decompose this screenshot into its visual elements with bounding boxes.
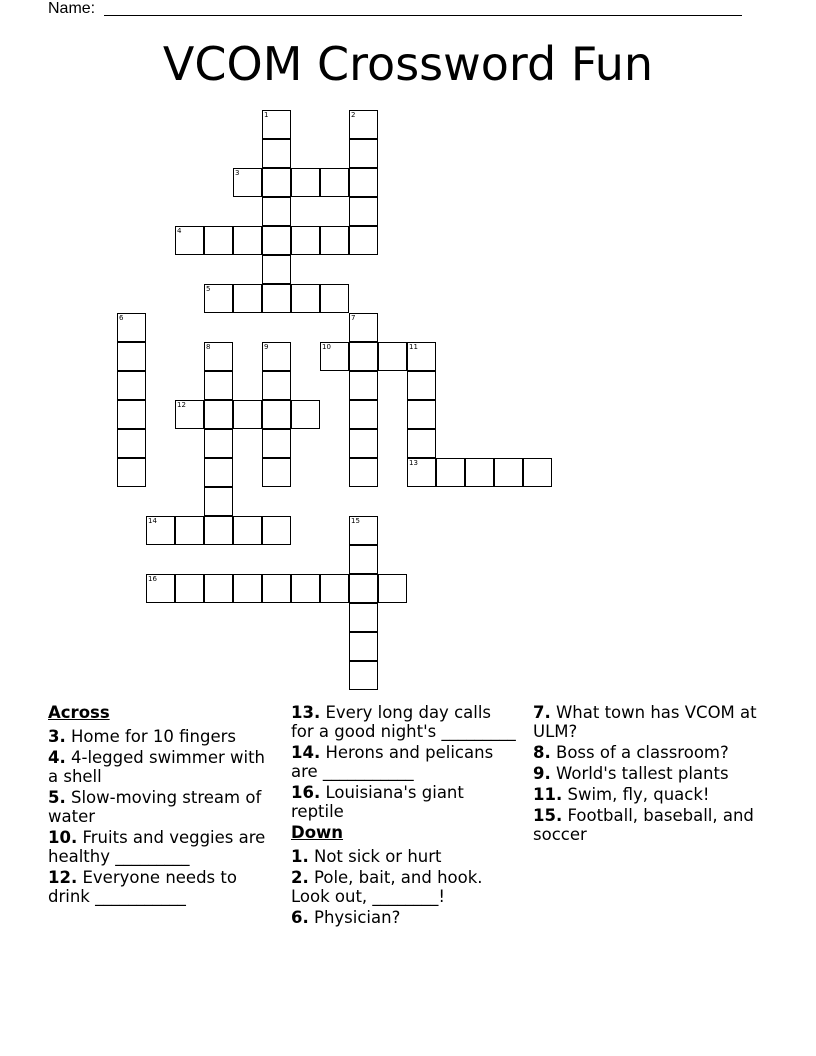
grid-cell[interactable] [233, 284, 262, 313]
clue-number: 12. [48, 868, 78, 887]
grid-cell[interactable] [175, 574, 204, 603]
grid-cell[interactable] [204, 342, 233, 371]
clues-column-3 [533, 703, 758, 846]
grid-cell[interactable] [349, 661, 378, 690]
clue [533, 743, 758, 762]
cell-number: 9 [264, 343, 269, 351]
grid-cell[interactable] [407, 400, 436, 429]
grid-cell[interactable] [349, 139, 378, 168]
grid-cell[interactable] [320, 226, 349, 255]
clue [533, 785, 758, 804]
clue-text: What town has VCOM at ULM? [533, 703, 757, 741]
grid-cell[interactable] [262, 458, 291, 487]
grid-cell[interactable] [349, 603, 378, 632]
clue-number: 14. [291, 743, 321, 762]
grid-cell[interactable] [262, 371, 291, 400]
grid-cell[interactable] [320, 284, 349, 313]
grid-cell[interactable] [146, 516, 175, 545]
clue-text: Slow-moving stream of water [48, 788, 262, 826]
grid-cell[interactable] [349, 545, 378, 574]
clue-text: Herons and pelicans are ___________ [291, 743, 494, 781]
clue [291, 847, 516, 866]
grid-cell[interactable] [262, 342, 291, 371]
grid-cell[interactable] [407, 371, 436, 400]
grid-cell[interactable] [204, 516, 233, 545]
grid-cell[interactable] [291, 168, 320, 197]
clue-number: 15. [533, 806, 563, 825]
clue-text: Pole, bait, and hook. Look out, ________! [291, 868, 483, 906]
clue-text: Not sick or hurt [308, 847, 442, 866]
clue-number: 11. [533, 785, 563, 804]
grid-cell[interactable] [262, 197, 291, 226]
grid-cell[interactable] [436, 458, 465, 487]
clue-text: Physician? [308, 908, 401, 927]
grid-cell[interactable] [494, 458, 523, 487]
grid-cell[interactable] [204, 574, 233, 603]
grid-cell[interactable] [320, 168, 349, 197]
clue-number: 8. [533, 743, 551, 762]
clue-number: 10. [48, 828, 78, 847]
clue [533, 764, 758, 783]
grid-cell[interactable] [291, 400, 320, 429]
grid-cell[interactable] [349, 458, 378, 487]
grid-cell[interactable] [233, 516, 262, 545]
grid-cell[interactable] [349, 226, 378, 255]
grid-cell[interactable] [349, 371, 378, 400]
clue-text: 4-legged swimmer with a shell [48, 748, 266, 786]
cell-number: 4 [177, 227, 182, 235]
grid-cell[interactable] [349, 400, 378, 429]
clue [48, 828, 273, 866]
grid-cell[interactable] [117, 429, 146, 458]
cell-number: 3 [235, 169, 240, 177]
grid-cell[interactable] [117, 371, 146, 400]
clue-text: Home for 10 fingers [65, 727, 236, 746]
grid-cell[interactable] [523, 458, 552, 487]
clue-text: Swim, fly, quack! [562, 785, 710, 804]
clue-text: Boss of a classroom? [550, 743, 729, 762]
grid-cell[interactable] [233, 574, 262, 603]
clues-column-2 [291, 703, 516, 929]
grid-cell[interactable] [407, 458, 436, 487]
grid-cell[interactable] [291, 284, 320, 313]
clue-number: 16. [291, 783, 321, 802]
clue-number: 6. [291, 908, 309, 927]
clue-number: 5. [48, 788, 66, 807]
clue-number: 1. [291, 847, 309, 866]
clue-number: 9. [533, 764, 551, 783]
grid-cell[interactable] [320, 574, 349, 603]
clue [291, 868, 516, 906]
grid-cell[interactable] [291, 574, 320, 603]
clue-text: Fruits and veggies are healthy _________ [48, 828, 266, 866]
grid-cell[interactable] [407, 342, 436, 371]
clue [48, 727, 273, 746]
grid-cell[interactable] [262, 429, 291, 458]
cell-number: 8 [206, 343, 211, 351]
clue-number: 7. [533, 703, 551, 722]
grid-cell[interactable] [204, 429, 233, 458]
grid-cell[interactable] [407, 429, 436, 458]
cell-number: 15 [351, 517, 360, 525]
clues-column-1 [48, 703, 273, 908]
clue-text: Louisiana's giant reptile [291, 783, 464, 821]
grid-cell[interactable] [262, 255, 291, 284]
grid-cell[interactable] [204, 487, 233, 516]
clue [291, 908, 516, 927]
grid-cell[interactable] [262, 226, 291, 255]
grid-cell[interactable] [117, 342, 146, 371]
cell-number: 5 [206, 285, 211, 293]
clue-text: Everyone needs to drink ___________ [48, 868, 237, 906]
grid-cell[interactable] [320, 342, 349, 371]
grid-cell[interactable] [204, 226, 233, 255]
grid-cell[interactable] [349, 168, 378, 197]
cell-number: 1 [264, 111, 269, 119]
grid-cell[interactable] [117, 400, 146, 429]
grid-cell[interactable] [349, 574, 378, 603]
cell-number: 13 [409, 459, 418, 467]
clue-number: 4. [48, 748, 66, 767]
grid-cell[interactable] [262, 168, 291, 197]
grid-cell[interactable] [233, 226, 262, 255]
cell-number: 11 [409, 343, 418, 351]
grid-cell[interactable] [175, 400, 204, 429]
name-label: Name: [48, 0, 96, 17]
grid-cell[interactable] [233, 168, 262, 197]
grid-cell[interactable] [262, 110, 291, 139]
clue [533, 806, 758, 844]
clue [48, 868, 273, 906]
grid-cell[interactable] [175, 226, 204, 255]
grid-cell[interactable] [117, 458, 146, 487]
clues-heading: Down [291, 823, 344, 842]
clue [291, 743, 516, 781]
grid-cell[interactable] [146, 574, 175, 603]
clue [533, 703, 758, 741]
grid-cell[interactable] [291, 226, 320, 255]
clue [291, 783, 516, 821]
grid-cell[interactable] [349, 342, 378, 371]
cell-number: 7 [351, 314, 356, 322]
grid-cell[interactable] [378, 342, 407, 371]
clue [48, 748, 273, 786]
cell-number: 2 [351, 111, 356, 119]
grid-cell[interactable] [349, 110, 378, 139]
grid-cell[interactable] [233, 400, 262, 429]
clue-text: Football, baseball, and soccer [533, 806, 754, 844]
grid-cell[interactable] [175, 516, 204, 545]
cell-number: 14 [148, 517, 157, 525]
cell-number: 12 [177, 401, 186, 409]
clue-number: 2. [291, 868, 309, 887]
grid-cell[interactable] [378, 574, 407, 603]
clue-text: World's tallest plants [550, 764, 729, 783]
clue-number: 3. [48, 727, 66, 746]
clue [48, 788, 273, 826]
clue [291, 703, 516, 741]
grid-cell[interactable] [117, 313, 146, 342]
grid-cell[interactable] [349, 429, 378, 458]
cell-number: 16 [148, 575, 157, 583]
grid-cell[interactable] [349, 197, 378, 226]
clue-number: 13. [291, 703, 321, 722]
grid-cell[interactable] [349, 516, 378, 545]
grid-cell[interactable] [262, 139, 291, 168]
page-title: VCOM Crossword Fun [162, 37, 654, 91]
grid-cell[interactable] [262, 400, 291, 429]
grid-cell[interactable] [262, 574, 291, 603]
grid-cell[interactable] [465, 458, 494, 487]
grid-cell[interactable] [204, 371, 233, 400]
grid-cell[interactable] [262, 516, 291, 545]
grid-cell[interactable] [204, 458, 233, 487]
grid-cell[interactable] [349, 313, 378, 342]
clues-heading: Across [48, 703, 110, 722]
cell-number: 6 [119, 314, 124, 322]
grid-cell[interactable] [262, 284, 291, 313]
cell-number: 10 [322, 343, 331, 351]
grid-cell[interactable] [204, 284, 233, 313]
clue-text: Every long day calls for a good night's _________ [291, 703, 516, 741]
grid-cell[interactable] [349, 632, 378, 661]
grid-cell[interactable] [204, 400, 233, 429]
